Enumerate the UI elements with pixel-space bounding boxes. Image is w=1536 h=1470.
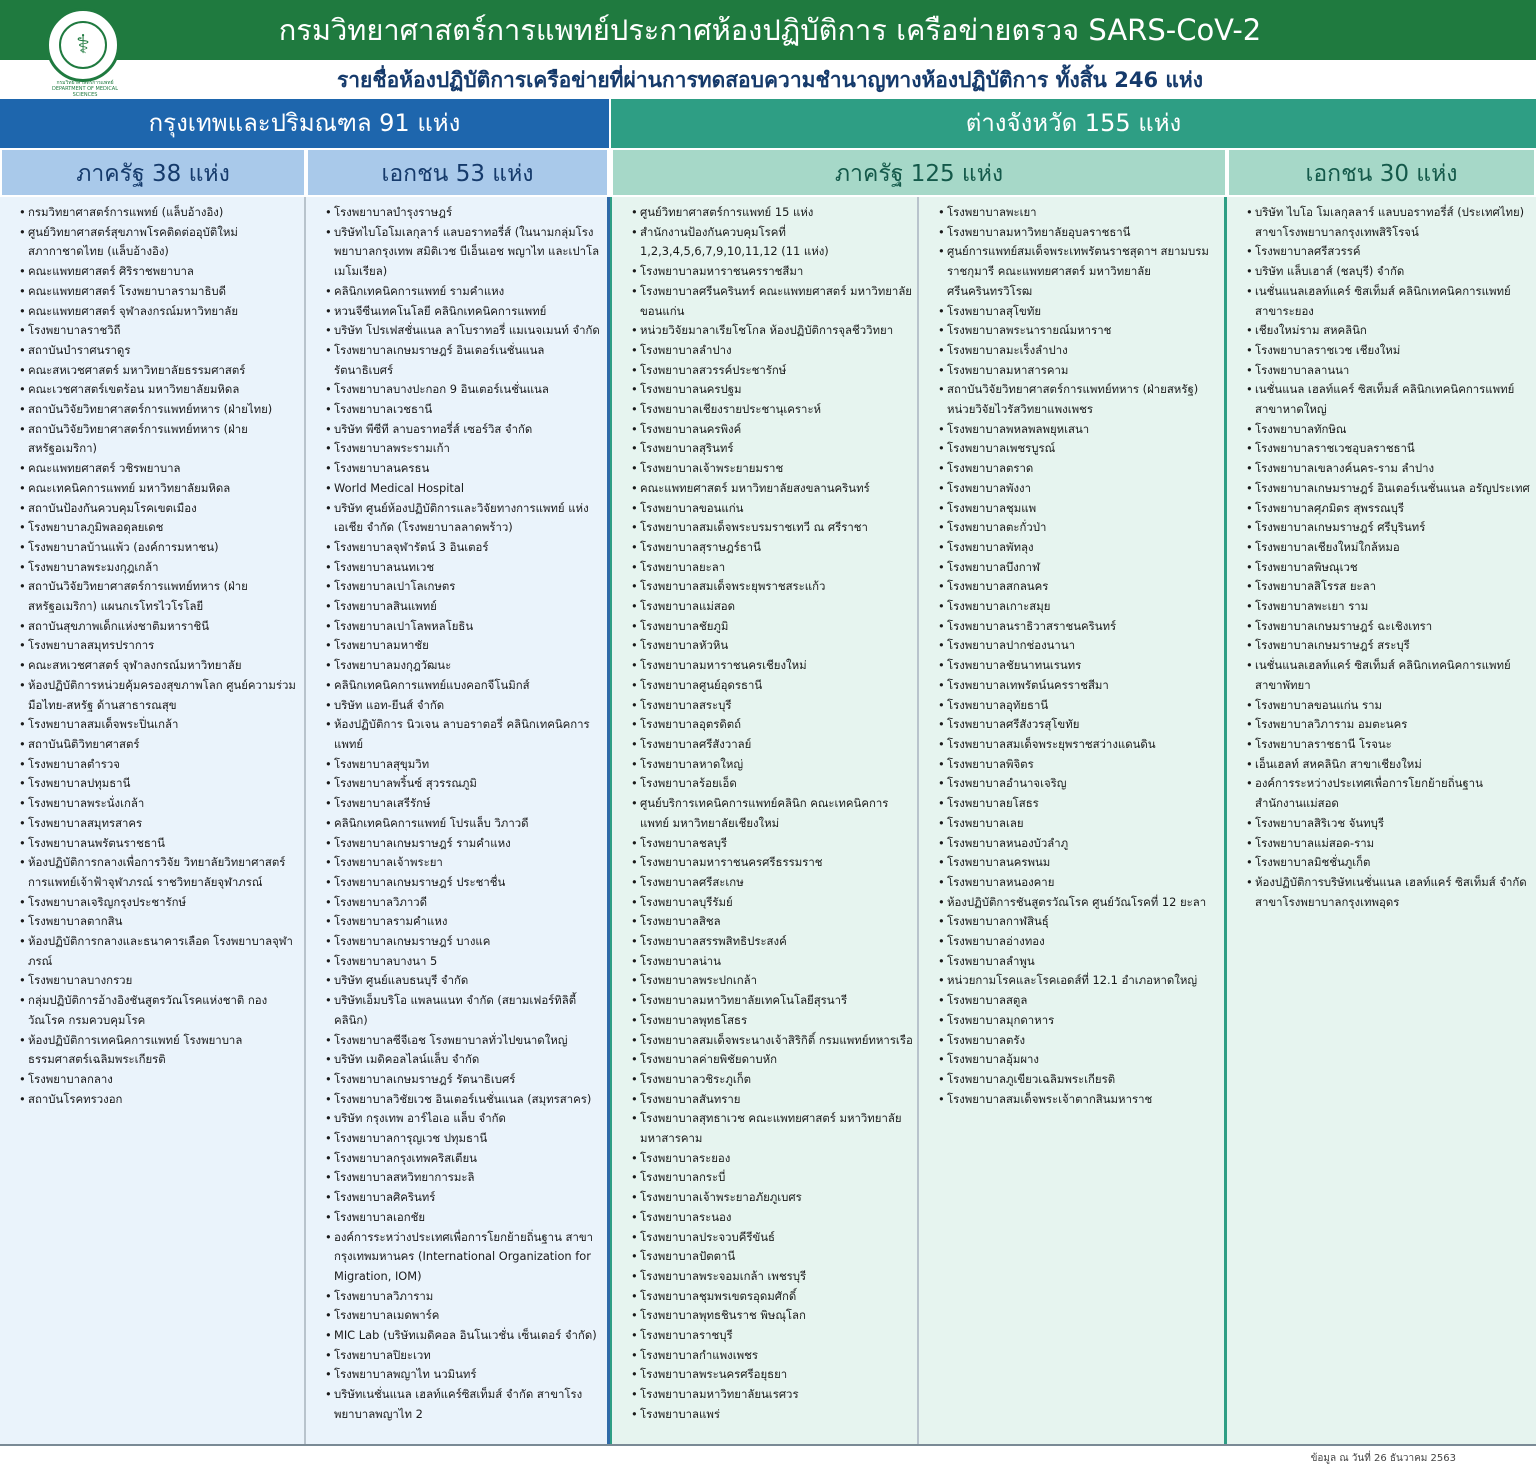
- list-item: • โรงพยาบาลมหาวิทยาลัยอุบลราชธานี: [947, 223, 1220, 243]
- list-item: • บริษัทไบโอโมเลกุลาร์ แลบอราทอรี่ส์ (ในนามกลุ่มโรงพยาบาลกรุงเทพ สมิติเวช บีเอ็นเอช พญาไท และเปาโล เมโมเรียล): [334, 223, 603, 282]
- list-item: • โรงพยาบาลศรีสวรรค์: [1255, 242, 1532, 262]
- list-item: • โรงพยาบาลเปาโลพหลโยธิน: [334, 617, 603, 637]
- lab-list: [919, 197, 1224, 1109]
- list-item: • โรงพยาบาลมะเร็งลำปาง: [947, 341, 1220, 361]
- list-item: • โรงพยาบาลแม่สอด-ราม: [1255, 834, 1532, 854]
- list-item: • สถาบันวิจัยวิทยาศาสตร์การแพทย์ทหาร (ฝ่ายสหรัฐอเมริกา): [28, 420, 300, 459]
- list-item: • สถาบันสุขภาพเด็กแห่งชาติมหาราชินี: [28, 617, 300, 637]
- list-item: • บริษัท ศูนย์ห้องปฏิบัติการและวิจัยทางการแพทย์ แห่งเอเชีย จำกัด (โรงพยาบาลลาดพร้าว): [334, 499, 603, 538]
- column-bangkok-private: [306, 197, 610, 1444]
- list-item: • โรงพยาบาลวชิระภูเก็ต: [640, 1070, 913, 1090]
- list-item: • โรงพยาบาลพุทธโสธร: [640, 1011, 913, 1031]
- list-item: • โรงพยาบาลเกษมราษฎร์ บางแค: [334, 932, 603, 952]
- list-item: • โรงพยาบาลเขลางค์นคร-ราม ลำปาง: [1255, 459, 1532, 479]
- list-item: • โรงพยาบาลสตูล: [947, 991, 1220, 1011]
- list-item: • โรงพยาบาลศุภมิตร สุพรรณบุรี: [1255, 499, 1532, 519]
- column-provinces-government-1: [610, 197, 919, 1444]
- list-item: • คณะแพทยศาสตร์ มหาวิทยาลัยสงขลานครินทร์: [640, 479, 913, 499]
- list-item: • โรงพยาบาลยโสธร: [947, 794, 1220, 814]
- list-item: • โรงพยาบาลพระนั่งเกล้า: [28, 794, 300, 814]
- list-item: • โรงพยาบาลสมเด็จพระยุพราชสว่างแดนดิน: [947, 735, 1220, 755]
- list-item: • โรงพยาบาลกำแพงเพชร: [640, 1346, 913, 1366]
- lab-list: [306, 197, 607, 1425]
- list-item: • โรงพยาบาลสินแพทย์: [334, 597, 603, 617]
- list-item: • โรงพยาบาลเกษมราษฎร์ รัตนาธิเบศร์: [334, 1070, 603, 1090]
- list-item: • บริษัท ไบโอ โมเลกุลลาร์ แลบบอราทอรี่ส์ (ประเทศไทย) สาขาโรงพยาบาลกรุงเทพสิริโรจน์: [1255, 203, 1532, 242]
- list-item: • โรงพยาบาลนครพิงค์: [640, 420, 913, 440]
- list-item: • โรงพยาบาลนราธิวาสราชนครินทร์: [947, 617, 1220, 637]
- list-item: • โรงพยาบาลพริ้นซ์ สุวรรณภูมิ: [334, 774, 603, 794]
- list-item: • โรงพยาบาลอ่างทอง: [947, 932, 1220, 952]
- list-item: • โรงพยาบาลบุรีรัมย์: [640, 893, 913, 913]
- list-item: • โรงพยาบาลราชวิถี: [28, 321, 300, 341]
- list-item: • โรงพยาบาลพระนครศรีอยุธยา: [640, 1365, 913, 1385]
- list-item: • โรงพยาบาลรามคำแหง: [334, 912, 603, 932]
- column-provinces-private: [1227, 197, 1536, 1444]
- list-item: • โรงพยาบาลเชียงใหม่ใกล้หมอ: [1255, 538, 1532, 558]
- list-item: • โรงพยาบาลสิโรรส ยะลา: [1255, 577, 1532, 597]
- list-item: • โรงพยาบาลสุทธาเวช คณะแพทยศาสตร์ มหาวิทยาลัยมหาสารคาม: [640, 1109, 913, 1148]
- list-item: • โรงพยาบาลบางกรวย: [28, 971, 300, 991]
- list-item: • โรงพยาบาลนนทเวช: [334, 558, 603, 578]
- list-item: • องค์การระหว่างประเทศเพื่อการโยกย้ายถิ่นฐาน สาขากรุงเทพมหานคร (International Organization for Migration, IOM): [334, 1228, 603, 1287]
- list-item: • โรงพยาบาลสรรพสิทธิประสงค์: [640, 932, 913, 952]
- list-item: • โรงพยาบาลระยอง: [640, 1149, 913, 1169]
- list-item: • คณะเวชศาสตร์เขตร้อน มหาวิทยาลัยมหิดล: [28, 380, 300, 400]
- list-item: • โรงพยาบาลน่าน: [640, 952, 913, 972]
- list-item: • โรงพยาบาลกลาง: [28, 1070, 300, 1090]
- list-item: • เนชั่นแนลเฮลท์แคร์ ซิสเท็มส์ คลินิกเทคนิคการแพทย์ สาขาพัทยา: [1255, 656, 1532, 695]
- list-item: • หน่วยวิจัยมาลาเรียโชโกล ห้องปฏิบัติการจุลชีววิทยา: [640, 321, 913, 341]
- list-item: • โรงพยาบาลยะลา: [640, 558, 913, 578]
- list-item: • โรงพยาบาลพระนารายณ์มหาราช: [947, 321, 1220, 341]
- list-item: • โรงพยาบาลพหลพลพยุหเสนา: [947, 420, 1220, 440]
- list-item: • โรงพยาบาลพระจอมเกล้า เพชรบุรี: [640, 1267, 913, 1287]
- list-item: • โรงพยาบาลมหาราชนครราชสีมา: [640, 262, 913, 282]
- list-item: • โรงพยาบาลการุญเวช ปทุมธานี: [334, 1129, 603, 1149]
- list-item: • โรงพยาบาลเกษมราษฎร์ ศรีบุรินทร์: [1255, 518, 1532, 538]
- list-item: • โรงพยาบาลมุกดาหาร: [947, 1011, 1220, 1031]
- list-item: • คลินิกเทคนิคการแพทย์แบงคอกจีโนมิกส์: [334, 676, 603, 696]
- list-item: • โรงพยาบาลเพชรบูรณ์: [947, 439, 1220, 459]
- list-item: • สถาบันบำราศนราดูร: [28, 341, 300, 361]
- caduceus-icon: ⚕: [59, 21, 107, 69]
- list-item: • โรงพยาบาลมหาวิทยาลัยนเรศวร: [640, 1385, 913, 1405]
- list-item: • โรงพยาบาลเกษมราษฎร์ สระบุรี: [1255, 636, 1532, 656]
- list-item: • โรงพยาบาลสิริเวช จันทบุรี: [1255, 814, 1532, 834]
- list-item: • โรงพยาบาลระนอง: [640, 1208, 913, 1228]
- list-item: • โรงพยาบาลราชบุรี: [640, 1326, 913, 1346]
- subheader-bangkok-government: ภาครัฐ 38 แห่ง: [0, 148, 306, 197]
- data-date-note: ข้อมูล ณ วันที่ 26 ธันวาคม 2563: [1310, 1453, 1456, 1464]
- list-item: • โรงพยาบาลพุทธชินราช พิษณุโลก: [640, 1306, 913, 1326]
- column-bangkok-government: [0, 197, 306, 1444]
- list-item: • บริษัท เมดิคอลไลน์แล็บ จำกัด: [334, 1050, 603, 1070]
- list-item: • โรงพยาบาลเสรีรักษ์: [334, 794, 603, 814]
- title-banner: [0, 0, 1536, 60]
- list-item: • บริษัท แล็บเฮาส์ (ชลบุรี) จำกัด: [1255, 262, 1532, 282]
- list-item: • โรงพยาบาลพะเยา ราม: [1255, 597, 1532, 617]
- list-item: • โรงพยาบาลบางปะกอก 9 อินเตอร์เนชั่นแนล: [334, 380, 603, 400]
- list-item: • กลุ่มปฏิบัติการอ้างอิงชันสูตรวัณโรคแห่งชาติ กองวัณโรค กรมควบคุมโรค: [28, 991, 300, 1030]
- list-item: • โรงพยาบาลลำปาง: [640, 341, 913, 361]
- list-item: • บริษัท แอท-ยีนส์ จำกัด: [334, 696, 603, 716]
- list-item: • โรงพยาบาลพระรามเก้า: [334, 439, 603, 459]
- subheader-bangkok-private: เอกชน 53 แห่ง: [306, 148, 609, 197]
- list-item: • โรงพยาบาลเกาะสมุย: [947, 597, 1220, 617]
- list-item: • โรงพยาบาลพญาไท นวมินทร์: [334, 1365, 603, 1385]
- department-logo: [46, 8, 120, 82]
- list-item: • สถาบันวิจัยวิทยาศาสตร์การแพทย์ทหาร (ฝ่ายไทย): [28, 400, 300, 420]
- list-item: • เอ็นเฮลท์ สหคลินิก สาขาเชียงใหม่: [1255, 755, 1532, 775]
- list-item: • โรงพยาบาลตำรวจ: [28, 755, 300, 775]
- list-item: • บริษัท โปรเฟสชั่นแนล ลาโบราทอรี่ แมเนจเมนท์ จำกัด: [334, 321, 603, 341]
- list-item: • บริษัท พีซีที ลาบอราทอรี่ส์ เซอร์วิส จำกัด: [334, 420, 603, 440]
- lab-list: [0, 197, 304, 1109]
- list-item: • โรงพยาบาลราชเวช เชียงใหม่: [1255, 341, 1532, 361]
- list-item: • โรงพยาบาลบางนา 5: [334, 952, 603, 972]
- list-item: • โรงพยาบาลหัวหิน: [640, 636, 913, 656]
- list-item: • โรงพยาบาลภูมิพลอดุลยเดช: [28, 518, 300, 538]
- list-item: • โรงพยาบาลมิชชั่นภูเก็ต: [1255, 853, 1532, 873]
- list-item: • โรงพยาบาลลำพูน: [947, 952, 1220, 972]
- list-item: • หน่วยกามโรคและโรคเอดส์ที่ 12.1 อำเภอหาดใหญ่: [947, 971, 1220, 991]
- list-item: • โรงพยาบาลปัตตานี: [640, 1247, 913, 1267]
- list-item: • ห้องปฏิบัติการหน่วยคุ้มครองสุขภาพโลก ศูนย์ความร่วมมือไทย-สหรัฐ ด้านสาธารณสุข: [28, 676, 300, 715]
- list-item: • คณะเทคนิคการแพทย์ มหาวิทยาลัยมหิดล: [28, 479, 300, 499]
- list-item: • โรงพยาบาลศรีสังวาลย์: [640, 735, 913, 755]
- list-item: • โรงพยาบาลสระบุรี: [640, 696, 913, 716]
- list-item: • โรงพยาบาลพระปกเกล้า: [640, 971, 913, 991]
- region-header-bangkok: กรุงเทพและปริมณฑล 91 แห่ง: [0, 99, 609, 148]
- list-item: • โรงพยาบาลเจ้าพระยาอภัยภูเบศร: [640, 1188, 913, 1208]
- list-item: • โรงพยาบาลวิภาราม อมตะนคร: [1255, 715, 1532, 735]
- list-item: • บริษัทเอ็มบริโอ แพลนแนท จำกัด (สยามเฟอร์ทิลิตี้ คลินิก): [334, 991, 603, 1030]
- list-item: • โรงพยาบาลชัยนาทนเรนทร: [947, 656, 1220, 676]
- list-item: • ห้องปฏิบัติการบริษัทเนชั่นแนล เฮลท์แคร์ ซิสเท็มส์ จำกัด สาขาโรงพยาบาลกรุงเทพอุดร: [1255, 873, 1532, 912]
- list-item: • โรงพยาบาลตากสิน: [28, 912, 300, 932]
- list-item: • โรงพยาบาลเปาโลเกษตร: [334, 577, 603, 597]
- list-item: • โรงพยาบาลร้อยเอ็ด: [640, 774, 913, 794]
- list-item: • โรงพยาบาลบ้านแพ้ว (องค์การมหาชน): [28, 538, 300, 558]
- list-item: • โรงพยาบาลอุทัยธานี: [947, 696, 1220, 716]
- list-item: • โรงพยาบาลนพรัตนราชธานี: [28, 834, 300, 854]
- list-item: • โรงพยาบาลหาดใหญ่: [640, 755, 913, 775]
- list-item: • คณะสหเวชศาสตร์ มหาวิทยาลัยธรรมศาสตร์: [28, 361, 300, 381]
- list-item: • โรงพยาบาลเทพรัตน์นครราชสีมา: [947, 676, 1220, 696]
- list-item: • กรมวิทยาศาสตร์การแพทย์ (แล็บอ้างอิง): [28, 203, 300, 223]
- list-item: • สถาบันป้องกันควบคุมโรคเขตเมือง: [28, 499, 300, 519]
- list-item: • โรงพยาบาลสมุทรปราการ: [28, 636, 300, 656]
- list-item: • โรงพยาบาลราชธานี โรจนะ: [1255, 735, 1532, 755]
- list-item: • โรงพยาบาลจุฬารัตน์ 3 อินเตอร์: [334, 538, 603, 558]
- list-item: • โรงพยาบาลสกลนคร: [947, 577, 1220, 597]
- list-item: • เนชั่นแนล เฮลท์แคร์ ซิสเท็มส์ คลินิกเทคนิคการแพทย์ สาขาหาดใหญ่: [1255, 380, 1532, 419]
- list-item: • โรงพยาบาลเจ้าพระยายมราช: [640, 459, 913, 479]
- list-item: • บริษัทเนชั่นแนล เฮลท์แคร์ซิสเท็มส์ จำกัด สาขาโรงพยาบาลพญาไท 2: [334, 1385, 603, 1424]
- list-item: • โรงพยาบาลพิษณุเวช: [1255, 558, 1532, 578]
- list-item: • โรงพยาบาลเกษมราษฎร์ อินเตอร์เนชั่นแนล รัตนาธิเบศร์: [334, 341, 603, 380]
- list-item: • โรงพยาบาลอุ้มผาง: [947, 1050, 1220, 1070]
- list-item: • โรงพยาบาลมหาสารคาม: [947, 361, 1220, 381]
- list-item: • โรงพยาบาลปิยะเวท: [334, 1346, 603, 1366]
- list-item: • โรงพยาบาลอำนาจเจริญ: [947, 774, 1220, 794]
- list-item: • โรงพยาบาลราชเวชอุบลราชธานี: [1255, 439, 1532, 459]
- list-item: • โรงพยาบาลสุราษฎร์ธานี: [640, 538, 913, 558]
- list-item: • โรงพยาบาลศูนย์อุดรธานี: [640, 676, 913, 696]
- list-item: • โรงพยาบาลศรีนครินทร์ คณะแพทยศาสตร์ มหาวิทยาลัยขอนแก่น: [640, 282, 913, 321]
- list-item: • โรงพยาบาลบึงกาฬ: [947, 558, 1220, 578]
- list-item: • โรงพยาบาลเกษมราษฎร์ รามคำแหง: [334, 834, 603, 854]
- list-item: • โรงพยาบาลบำรุงราษฎร์: [334, 203, 603, 223]
- list-item: • MIC Lab (บริษัทเมดิคอล อินโนเวชั่น เซ็นเตอร์ จำกัด): [334, 1326, 603, 1346]
- list-item: • โรงพยาบาลค่ายพิชัยดาบหัก: [640, 1050, 913, 1070]
- list-item: • โรงพยาบาลตราด: [947, 459, 1220, 479]
- list-item: • องค์การระหว่างประเทศเพื่อการโยกย้ายถิ่นฐาน สำนักงานแม่สอด: [1255, 774, 1532, 813]
- list-item: • โรงพยาบาลพระมงกุฎเกล้า: [28, 558, 300, 578]
- list-item: • โรงพยาบาลนครปฐม: [640, 380, 913, 400]
- list-item: • โรงพยาบาลแพร่: [640, 1405, 913, 1425]
- list-item: • โรงพยาบาลเจ้าพระยา: [334, 853, 603, 873]
- list-item: • โรงพยาบาลสมเด็จพระเจ้าตากสินมหาราช: [947, 1090, 1220, 1110]
- list-item: • สำนักงานป้องกันควบคุมโรคที่ 1,2,3,4,5,6,7,9,10,11,12 (11 แห่ง): [640, 223, 913, 262]
- list-item: • โรงพยาบาลปทุมธานี: [28, 774, 300, 794]
- list-item: • คณะแพทยศาสตร์ ศิริราชพยาบาล: [28, 262, 300, 282]
- list-item: • โรงพยาบาลชลบุรี: [640, 834, 913, 854]
- list-item: • โรงพยาบาลภูเขียวเฉลิมพระเกียรติ: [947, 1070, 1220, 1090]
- list-item: • โรงพยาบาลสันทราย: [640, 1090, 913, 1110]
- list-item: • ห้องปฏิบัติการชันสูตรวัณโรค ศูนย์วัณโรคที่ 12 ยะลา: [947, 893, 1220, 913]
- list-item: • โรงพยาบาลมหาชัย: [334, 636, 603, 656]
- list-item: • โรงพยาบาลกระบี่: [640, 1168, 913, 1188]
- list-item: • บริษัท ศูนย์แลบธนบุรี จำกัด: [334, 971, 603, 991]
- list-item: • โรงพยาบาลมหาราชนครศรีธรรมราช: [640, 853, 913, 873]
- list-item: • โรงพยาบาลเกษมราษฎร์ อินเตอร์เนชั่นแนล อรัญประเทศ: [1255, 479, 1532, 499]
- list-item: • โรงพยาบาลสหวิทยาการมะลิ: [334, 1168, 603, 1188]
- list-item: • โรงพยาบาลสุขุมวิท: [334, 755, 603, 775]
- bottom-divider: [0, 1444, 1536, 1446]
- list-item: • โรงพยาบาลขอนแก่น ราม: [1255, 696, 1532, 716]
- list-item: • โรงพยาบาลศรีสะเกษ: [640, 873, 913, 893]
- list-item: • โรงพยาบาลเอกชัย: [334, 1208, 603, 1228]
- subheader-provinces-government: ภาครัฐ 125 แห่ง: [611, 148, 1227, 197]
- list-item: • โรงพยาบาลเจริญกรุงประชารักษ์: [28, 893, 300, 913]
- list-item: • คลินิกเทคนิคการแพทย์ รามคำแหง: [334, 282, 603, 302]
- logo-caption: กรมวิทยาศาสตร์การแพทย์ DEPARTMENT OF MEDICAL SCIENCES: [51, 80, 119, 98]
- list-item: • โรงพยาบาลแม่สอด: [640, 597, 913, 617]
- list-item: • โรงพยาบาลลานนา: [1255, 361, 1532, 381]
- list-item: • โรงพยาบาลปากช่องนานา: [947, 636, 1220, 656]
- list-item: • โรงพยาบาลสมเด็จพระปิ่นเกล้า: [28, 715, 300, 735]
- page-subtitle: รายชื่อห้องปฏิบัติการเครือข่ายที่ผ่านการทดสอบความชำนาญทางห้องปฏิบัติการ ทั้งสิ้น 246 แห่ง: [336, 68, 1204, 92]
- list-item: • โรงพยาบาลมงกุฎวัฒนะ: [334, 656, 603, 676]
- list-item: • โรงพยาบาลเกษมราษฎร์ ประชาชื่น: [334, 873, 603, 893]
- list-item: • โรงพยาบาลซีจีเอช โรงพยาบาลทั่วไปขนาดใหญ่: [334, 1031, 603, 1051]
- list-item: • ศูนย์วิทยาศาสตร์การแพทย์ 15 แห่ง: [640, 203, 913, 223]
- list-item: • โรงพยาบาลศิครินทร์: [334, 1188, 603, 1208]
- list-item: • โรงพยาบาลมหาวิทยาลัยเทคโนโลยีสุรนารี: [640, 991, 913, 1011]
- list-item: • โรงพยาบาลเกษมราษฎร์ ฉะเชิงเทรา: [1255, 617, 1532, 637]
- list-item: • โรงพยาบาลเชียงรายประชานุเคราะห์: [640, 400, 913, 420]
- list-item: • ห้องปฏิบัติการ นิวเจน ลาบอราตอรี่ คลินิกเทคนิคการแพทย์: [334, 715, 603, 754]
- list-item: • โรงพยาบาลนครธน: [334, 459, 603, 479]
- list-item: • โรงพยาบาลนครพนม: [947, 853, 1220, 873]
- subheader-provinces-private: เอกชน 30 แห่ง: [1227, 148, 1536, 197]
- list-item: • ศูนย์การแพทย์สมเด็จพระเทพรัตนราชสุดาฯ สยามบรมราชกุมารี คณะแพทยศาสตร์ มหาวิทยาลัยศรีนครินทรวิโรฒ: [947, 242, 1220, 301]
- list-item: • สถาบันโรคทรวงอก: [28, 1090, 300, 1110]
- list-item: • โรงพยาบาลวิภาราม: [334, 1287, 603, 1307]
- list-item: • คณะแพทยศาสตร์ โรงพยาบาลรามาธิบดี: [28, 282, 300, 302]
- list-item: • โรงพยาบาลสมเด็จพระนางเจ้าสิริกิติ์ กรมแพทย์ทหารเรือ: [640, 1031, 913, 1051]
- lab-list: [612, 197, 917, 1425]
- list-item: • โรงพยาบาลสมเด็จพระบรมราชเทวี ณ ศรีราชา: [640, 518, 913, 538]
- list-item: • ห้องปฏิบัติการกลางเพื่อการวิจัย วิทยาลัยวิทยาศาสตร์การแพทย์เจ้าฟ้าจุฬาภรณ์ ราชวิทยาลัยจุฬาภรณ์: [28, 853, 300, 892]
- list-item: • โรงพยาบาลเวชธานี: [334, 400, 603, 420]
- list-item: • โรงพยาบาลเมดพาร์ค: [334, 1306, 603, 1326]
- list-item: • โรงพยาบาลวิชัยเวช อินเตอร์เนชั่นแนล (สมุทรสาคร): [334, 1090, 603, 1110]
- list-item: • ห้องปฏิบัติการกลางและธนาคารเลือด โรงพยาบาลจุฬาภรณ์: [28, 932, 300, 971]
- list-item: • โรงพยาบาลอุตรดิตถ์: [640, 715, 913, 735]
- list-item: • โรงพยาบาลวิภาวดี: [334, 893, 603, 913]
- list-item: • โรงพยาบาลพิจิตร: [947, 755, 1220, 775]
- list-item: • สถาบันนิติวิทยาศาสตร์: [28, 735, 300, 755]
- list-item: • โรงพยาบาลพัทลุง: [947, 538, 1220, 558]
- column-provinces-government-2: [919, 197, 1227, 1444]
- list-item: • โรงพยาบาลสิชล: [640, 912, 913, 932]
- list-item: • โรงพยาบาลทักษิณ: [1255, 420, 1532, 440]
- list-item: • โรงพยาบาลตรัง: [947, 1031, 1220, 1051]
- list-item: • คลินิกเทคนิคการแพทย์ โปรแล็บ วิภาวดี: [334, 814, 603, 834]
- list-item: • โรงพยาบาลสุโขทัย: [947, 302, 1220, 322]
- list-item: • โรงพยาบาลกาฬสินธุ์: [947, 912, 1220, 932]
- lab-list: [1227, 197, 1536, 912]
- list-item: • โรงพยาบาลมหาราชนครเชียงใหม่: [640, 656, 913, 676]
- list-item: • โรงพยาบาลตะกั่วป่า: [947, 518, 1220, 538]
- list-item: • โรงพยาบาลประจวบคีรีขันธ์: [640, 1228, 913, 1248]
- list-item: • คณะแพทยศาสตร์ วชิรพยาบาล: [28, 459, 300, 479]
- list-item: • โรงพยาบาลศรีสังวรสุโขทัย: [947, 715, 1220, 735]
- list-item: • ศูนย์บริการเทคนิคการแพทย์คลินิก คณะเทคนิคการแพทย์ มหาวิทยาลัยเชียงใหม่: [640, 794, 913, 833]
- list-item: • เนชั่นแนลเฮลท์แคร์ ซิสเท็มส์ คลินิกเทคนิคการแพทย์ สาขาระยอง: [1255, 282, 1532, 321]
- list-item: • โรงพยาบาลเลย: [947, 814, 1220, 834]
- list-item: • โรงพยาบาลกรุงเทพคริสเตียน: [334, 1149, 603, 1169]
- page-title: กรมวิทยาศาสตร์การแพทย์ประกาศห้องปฏิบัติการ เครือข่ายตรวจ SARS-CoV-2: [278, 13, 1262, 47]
- list-item: • ห้องปฏิบัติการเทคนิคการแพทย์ โรงพยาบาลธรรมศาสตร์เฉลิมพระเกียรติ: [28, 1031, 300, 1070]
- list-item: • World Medical Hospital: [334, 479, 603, 499]
- list-item: • สถาบันวิจัยวิทยาศาสตร์การแพทย์ทหาร (ฝ่ายสหรัฐอเมริกา) แผนกเรโทรไวโรโลยี: [28, 577, 300, 616]
- list-item: • สถาบันวิจัยวิทยาศาสตร์การแพทย์ทหาร (ฝ่ายสหรัฐ) หน่วยวิจัยไวรัสวิทยาแพงเพชร: [947, 380, 1220, 419]
- list-item: • โรงพยาบาลหนองคาย: [947, 873, 1220, 893]
- list-item: • ศูนย์วิทยาศาสตร์สุขภาพโรคติดต่ออุบัติใหม่ สภากาชาดไทย (แล็บอ้างอิง): [28, 223, 300, 262]
- list-item: • โรงพยาบาลชุมพรเขตรอุดมศักดิ์: [640, 1287, 913, 1307]
- list-item: • โรงพยาบาลหนองบัวลำภู: [947, 834, 1220, 854]
- list-item: • โรงพยาบาลสวรรค์ประชารักษ์: [640, 361, 913, 381]
- list-item: • เชียงใหม่ราม สหคลินิก: [1255, 321, 1532, 341]
- list-item: • โรงพยาบาลขอนแก่น: [640, 499, 913, 519]
- list-item: • โรงพยาบาลสมเด็จพระยุพราชสระแก้ว: [640, 577, 913, 597]
- list-item: • โรงพยาบาลพังงา: [947, 479, 1220, 499]
- list-item: • โรงพยาบาลสมุทรสาคร: [28, 814, 300, 834]
- list-item: • โรงพยาบาลสุรินทร์: [640, 439, 913, 459]
- list-item: • บริษัท กรุงเทพ อาร์ไอเอ แล็บ จำกัด: [334, 1109, 603, 1129]
- list-item: • โรงพยาบาลชัยภูมิ: [640, 617, 913, 637]
- list-item: • โรงพยาบาลพะเยา: [947, 203, 1220, 223]
- list-item: • หวนจีซีนเทคโนโลยี คลินิกเทคนิคการแพทย์: [334, 302, 603, 322]
- region-header-provinces: ต่างจังหวัด 155 แห่ง: [611, 99, 1536, 148]
- list-item: • คณะแพทยศาสตร์ จุฬาลงกรณ์มหาวิทยาลัย: [28, 302, 300, 322]
- list-item: • คณะสหเวชศาสตร์ จุฬาลงกรณ์มหาวิทยาลัย: [28, 656, 300, 676]
- list-item: • โรงพยาบาลชุมแพ: [947, 499, 1220, 519]
